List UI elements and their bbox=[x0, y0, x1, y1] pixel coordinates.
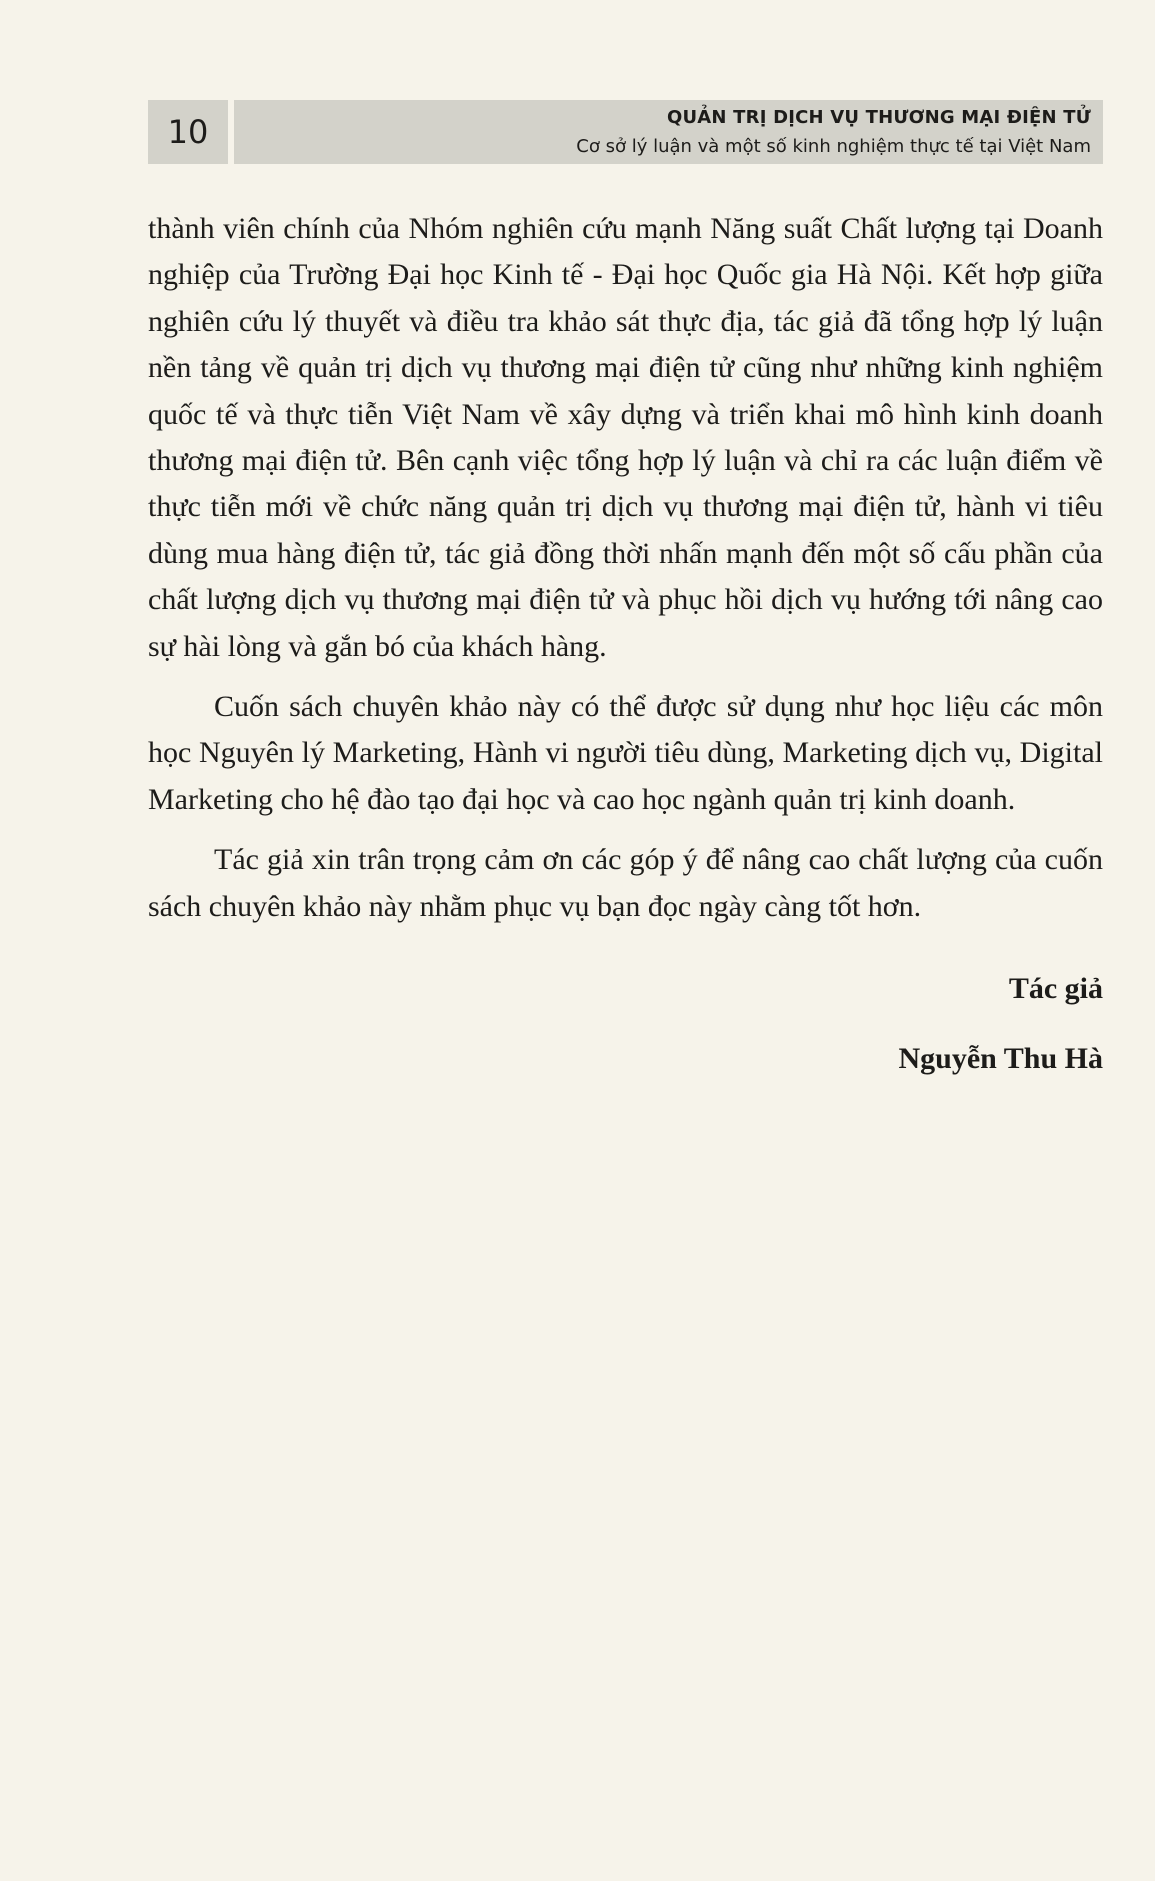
paragraph-1: thành viên chính của Nhóm nghiên cứu mạnh Năng suất Chất lượng tại Doanh nghiệp của Trường Đại học Kinh tế - Đại học Quốc gia Hà Nội. Kết hợp giữa nghiên cứu lý thuyết và điều tra khảo sát thực địa, tác giả đã tổng hợp lý luận nền tảng về quản trị dịch vụ thương mại điện tử cũng như những kinh nghiệm quốc tế và thực tiễn Việt Nam về xây dựng và triển khai mô hình kinh doanh thương mại điện tử. Bên cạnh việc tổng hợp lý luận và chỉ ra các luận điểm về thực tiễn mới về chức năng quản trị dịch vụ thương mại điện tử, hành vi tiêu dùng mua hàng điện tử, tác giả đồng thời nhấn mạnh đến một số cấu phần của chất lượng dịch vụ thương mại điện tử và phục hồi dịch vụ hướng tới nâng cao sự hài lòng và gắn bó của khách hàng. bbox=[148, 212, 1103, 663]
page-number-text: 10 bbox=[167, 113, 209, 151]
book-title: QUẢN TRỊ DỊCH VỤ THƯƠNG MẠI ĐIỆN TỬ bbox=[666, 107, 1091, 128]
page-number bbox=[148, 100, 228, 164]
body-text bbox=[148, 206, 1103, 1082]
paragraph-3: Tác giả xin trân trọng cảm ơn các góp ý để nâng cao chất lượng của cuốn sách chuyên khảo này nhằm phục vụ bạn đọc ngày càng tốt hơn. bbox=[148, 843, 1103, 923]
paragraph-2: Cuốn sách chuyên khảo này có thể được sử dụng như học liệu các môn học Nguyên lý Marketing, Hành vi người tiêu dùng, Marketing dịch vụ, Digital Marketing cho hệ đào tạo đại học và cao học ngành quản trị kinh doanh. bbox=[148, 690, 1103, 816]
signature-name: Nguyễn Thu Hà bbox=[898, 1042, 1103, 1076]
book-subtitle: Cơ sở lý luận và một số kinh nghiệm thực tế tại Việt Nam bbox=[576, 136, 1091, 157]
signature-role: Tác giả bbox=[1008, 972, 1103, 1006]
running-header bbox=[234, 100, 1103, 164]
